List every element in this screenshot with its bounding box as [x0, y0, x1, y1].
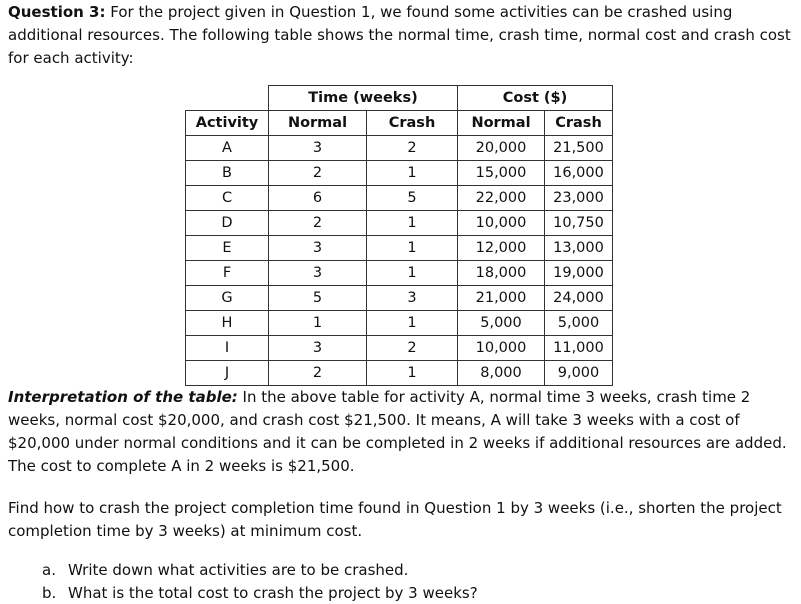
normal-time-cell: 3 — [269, 136, 367, 161]
normal-time-cell: 3 — [269, 261, 367, 286]
normal-cost-cell: 10,000 — [458, 336, 545, 361]
subquestion-marker: b. — [42, 584, 57, 602]
table-group-header-row — [186, 86, 613, 111]
crash-time-cell: 1 — [367, 236, 458, 261]
crash-cost-cell: 24,000 — [545, 286, 613, 311]
normal-cost-cell: 20,000 — [458, 136, 545, 161]
crash-time-cell: 1 — [367, 261, 458, 286]
crash-cost-cell: 16,000 — [545, 161, 613, 186]
activity-cell: I — [186, 336, 269, 361]
question-label: Question 3: — [8, 3, 106, 21]
subquestion-text: Write down what activities are to be crashed. — [68, 561, 409, 579]
column-header-crash-time: Crash — [367, 111, 458, 136]
normal-time-cell: 3 — [269, 336, 367, 361]
normal-cost-cell: 8,000 — [458, 361, 545, 386]
crash-cost-cell: 5,000 — [545, 311, 613, 336]
normal-time-cell: 2 — [269, 161, 367, 186]
crash-cost-cell: 13,000 — [545, 236, 613, 261]
subquestion-marker: a. — [42, 561, 56, 579]
interpretation-label: Interpretation of the table: — [8, 388, 238, 406]
table-row — [186, 236, 613, 261]
table-row — [186, 186, 613, 211]
column-header-normal-time: Normal — [269, 111, 367, 136]
crash-cost-cell: 23,000 — [545, 186, 613, 211]
activity-cell: D — [186, 211, 269, 236]
activity-cell: B — [186, 161, 269, 186]
crash-time-cell: 2 — [367, 136, 458, 161]
cost-header: Cost ($) — [458, 86, 613, 111]
table-row — [186, 261, 613, 286]
normal-time-cell: 5 — [269, 286, 367, 311]
normal-cost-cell: 22,000 — [458, 186, 545, 211]
crash-cost-cell: 10,750 — [545, 211, 613, 236]
normal-cost-cell: 15,000 — [458, 161, 545, 186]
crash-time-cell: 1 — [367, 311, 458, 336]
activity-cell: H — [186, 311, 269, 336]
column-header-crash-cost: Crash — [545, 111, 613, 136]
crash-cost-cell: 21,500 — [545, 136, 613, 161]
normal-time-cell: 2 — [269, 211, 367, 236]
table-row — [186, 161, 613, 186]
normal-cost-cell: 21,000 — [458, 286, 545, 311]
normal-cost-cell: 10,000 — [458, 211, 545, 236]
activity-cell: F — [186, 261, 269, 286]
crash-cost-cell: 11,000 — [545, 336, 613, 361]
table-row — [186, 336, 613, 361]
table-row — [186, 286, 613, 311]
normal-time-cell: 6 — [269, 186, 367, 211]
column-header-activity: Activity — [186, 111, 269, 136]
table-row — [186, 136, 613, 161]
table-row — [186, 211, 613, 236]
task-paragraph: Find how to crash the project completion time found in Question 1 by 3 weeks (i.e., shorten the project completion time by 3 weeks) at minimum cost. — [8, 499, 782, 540]
crash-time-cell: 1 — [367, 161, 458, 186]
crash-time-cell: 3 — [367, 286, 458, 311]
interpretation-paragraph — [8, 386, 794, 478]
column-header-normal-cost: Normal — [458, 111, 545, 136]
interpretation-text: In the above table for activity A, normal time 3 weeks, crash time 2 weeks, normal cost $20,000, and crash cost $21,500. It means, A will take 3 weeks with a cost of $20,000 under normal conditions and it can be completed in 2 weeks if additional resources are added. The cost to complete A in 2 weeks is $21,500. — [8, 388, 787, 475]
crash-time-cell: 1 — [367, 361, 458, 386]
time-weeks-header: Time (weeks) — [269, 86, 458, 111]
activity-cell: E — [186, 236, 269, 261]
table-row — [186, 361, 613, 386]
activity-cell: J — [186, 361, 269, 386]
normal-time-cell: 1 — [269, 311, 367, 336]
normal-cost-cell: 5,000 — [458, 311, 545, 336]
normal-time-cell: 3 — [269, 236, 367, 261]
normal-time-cell: 2 — [269, 361, 367, 386]
table-corner-cell — [186, 86, 269, 111]
question-intro — [8, 1, 794, 70]
normal-cost-cell: 12,000 — [458, 236, 545, 261]
crash-cost-cell: 9,000 — [545, 361, 613, 386]
activity-cell: C — [186, 186, 269, 211]
crash-time-cell: 1 — [367, 211, 458, 236]
activity-cell: G — [186, 286, 269, 311]
crash-data-table — [185, 85, 613, 386]
normal-cost-cell: 18,000 — [458, 261, 545, 286]
table-row — [186, 311, 613, 336]
activity-cell: A — [186, 136, 269, 161]
subquestion-text: What is the total cost to crash the project by 3 weeks? — [68, 584, 478, 602]
crash-time-cell: 5 — [367, 186, 458, 211]
table-column-header-row — [186, 111, 613, 136]
crash-cost-cell: 19,000 — [545, 261, 613, 286]
crash-time-cell: 2 — [367, 336, 458, 361]
question-text: For the project given in Question 1, we found some activities can be crashed using additional resources. The following table shows the normal time, crash time, normal cost and crash cost for each activity: — [8, 3, 791, 67]
